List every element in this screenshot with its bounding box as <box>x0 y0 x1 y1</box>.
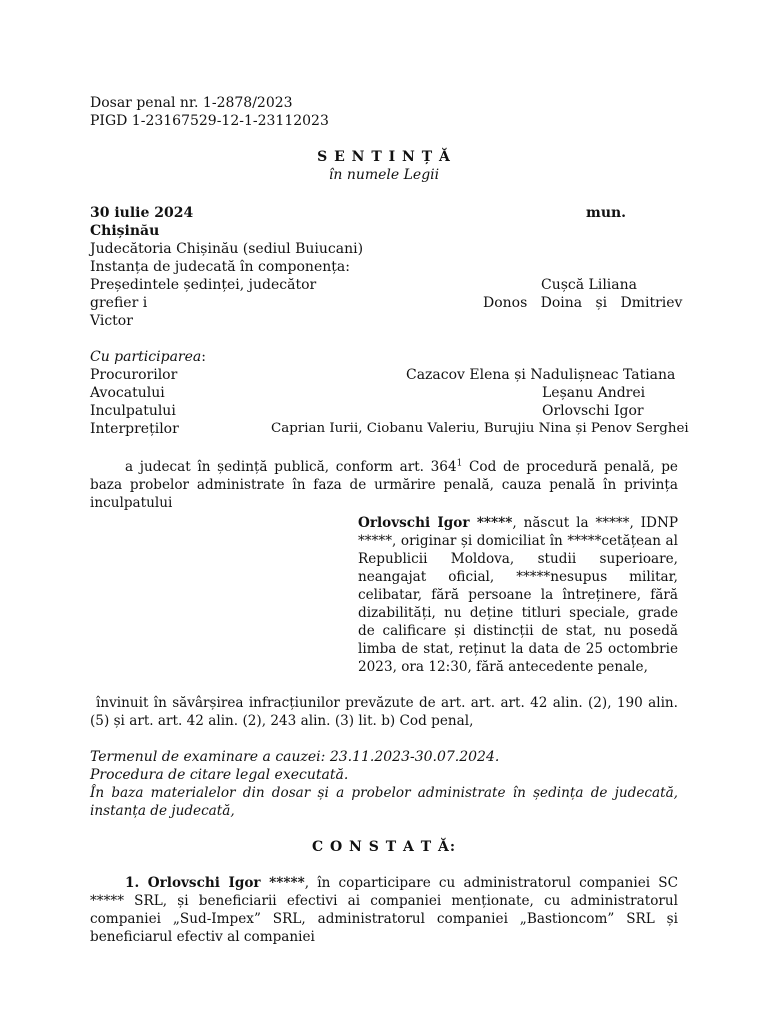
intro-paragraph <box>90 458 678 512</box>
clerk-names-cont: Victor <box>90 313 133 329</box>
paragraph-1-lead: 1. Orlovschi Igor ***** <box>125 875 305 891</box>
participant-row <box>90 402 678 420</box>
sentence-date: 30 iulie 2024 <box>90 205 194 221</box>
procedure-citation: Procedura de citare legal executată. <box>90 767 349 783</box>
participant-names: Orlovschi Igor <box>542 403 644 419</box>
intro-text-b: Cod de procedură penală, pe baza probelor administrate în faza de urmărire penală, cauza penală în privința inculpatului <box>90 459 678 511</box>
place-prefix: mun. <box>586 205 627 221</box>
place-name: Chișinău <box>90 223 160 239</box>
document-page <box>90 0 689 1024</box>
participant-role: Avocatului <box>90 385 165 401</box>
paragraph-1 <box>90 874 678 946</box>
intro-sup: 1 <box>456 458 463 469</box>
clerk-names: Donos Doina și Dmitriev <box>483 295 683 311</box>
document-subtitle: în numele Legii <box>328 167 440 183</box>
participant-row <box>90 420 689 438</box>
president-name: Cușcă Liliana <box>541 277 637 293</box>
participant-role: Procurorilor <box>90 367 178 383</box>
participant-names: Cazacov Elena și Nadulișneac Tatiana <box>406 367 676 383</box>
accused-details: , născut la *****, IDNP *****, originar și domiciliat în *****cetățean al Republicii Moldova, studii superioare, neangajat oficial, *****nesupus militar, celibatar, fără persoane la întreținere, fără dizabilități, nu deține titluri speciale, grade de calificare și distincții de stat, nu posedă limba de stat, reținut la data de 25 octombrie 2023, ora 12:30, fără antecedente penale, <box>358 515 678 675</box>
finds-heading: C O N S T A T Ă: <box>311 839 457 855</box>
procedure-basis: În baza materialelor din dosar și a probelor administrate în ședința de judecată, instanța de judecată, <box>90 785 678 819</box>
president-role: Președintele ședinței, judecător <box>90 277 317 293</box>
participant-names: Leșanu Andrei <box>542 385 646 401</box>
charges-paragraph: învinuit în săvârșirea infracțiunilor prevăzute de art. art. art. 42 alin. (2), 190 alin. (5) și art. art. 42 alin. (2), 243 alin. (3) lit. b) Cod penal, <box>90 695 678 729</box>
participant-role: Interpreților <box>90 421 179 437</box>
clerk-role: grefier i <box>90 295 148 311</box>
participant-names: Caprian Iurii, Ciobanu Valeriu, Burujiu Nina și Penov Serghei <box>271 421 689 436</box>
participants-label-suffix: : <box>201 349 206 365</box>
pigd-number: PIGD 1-23167529-12-1-23112023 <box>90 113 329 129</box>
paragraph-1-text: , în coparticipare cu administratorul companiei SC ***** SRL, și beneficiarii efectivi ai companiei menționate, cu administratorul companiei „Sud-Impex” SRL, administratorul companiei „Bastioncom” SRL și beneficiarul efectiv al companiei <box>90 875 678 945</box>
participant-row <box>90 366 678 384</box>
court-name: Judecătoria Chișinău (sediul Buiucani) <box>90 241 364 257</box>
case-number: Dosar penal nr. 1-2878/2023 <box>90 95 293 111</box>
participants-label-text: Cu participarea <box>90 349 202 365</box>
participant-role: Inculpatului <box>90 403 176 419</box>
participants-label <box>90 348 206 366</box>
accused-name: Orlovschi Igor ***** <box>358 515 513 531</box>
procedure-term: Termenul de examinare a cauzei: 23.11.2023-30.07.2024. <box>90 749 500 765</box>
accused-block <box>358 514 678 676</box>
document-title: S E N T I N Ț Ă <box>317 149 451 165</box>
participant-row <box>90 384 678 402</box>
court-composition: Instanța de judecată în componența: <box>90 259 350 275</box>
intro-text-a: a judecat în ședință publică, conform art. 364 <box>125 459 457 475</box>
